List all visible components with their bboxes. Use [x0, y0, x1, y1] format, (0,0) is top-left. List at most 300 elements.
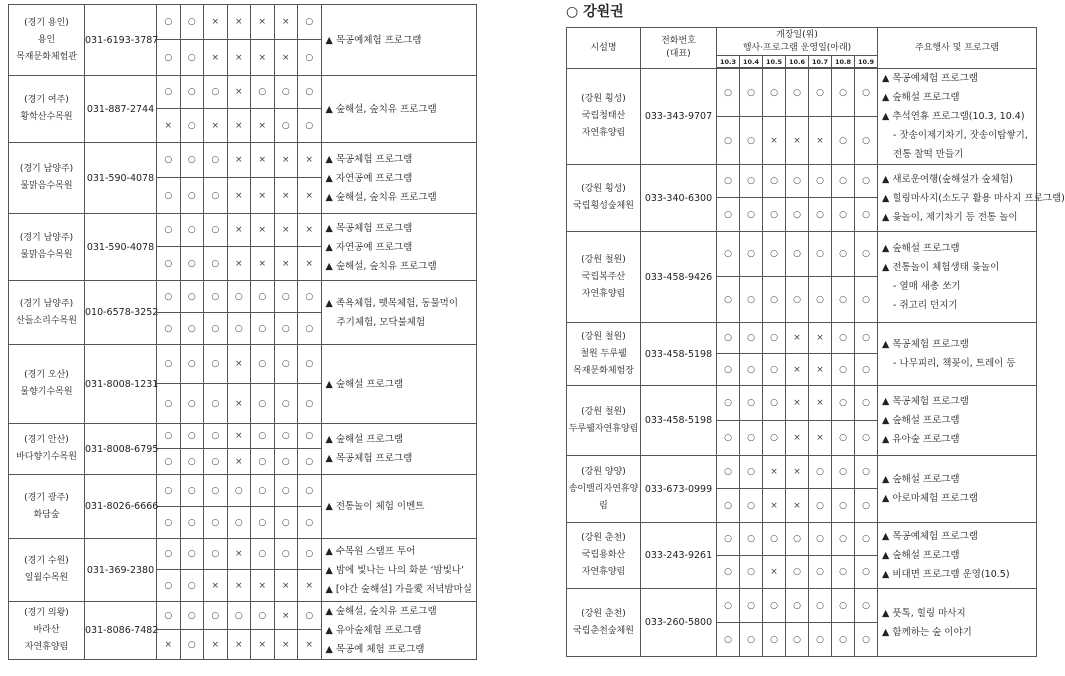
program-item: ▲ 목공체험 프로그램	[325, 222, 413, 234]
table-row	[567, 589, 1037, 623]
left-facility-table	[8, 4, 477, 660]
right-facility-table	[566, 27, 1065, 657]
facility-name-line: (강원 철원)	[581, 406, 626, 417]
program-list	[321, 602, 477, 660]
program-item: ▲ 숲해설, 숲치유 프로그램	[325, 606, 437, 617]
facility-name-line: 산들소리수목원	[16, 315, 77, 326]
open-day-mark: ○	[298, 424, 322, 449]
phone-number: 031-8026-6666	[85, 475, 157, 539]
open-day-mark: ○	[157, 214, 181, 247]
program-day-mark: ○	[740, 117, 763, 165]
program-item: ▲ 목공체험 프로그램	[882, 339, 969, 350]
program-item: ▲ 목공예체험 프로그램	[325, 34, 422, 46]
open-day-mark: ○	[786, 523, 809, 556]
program-item: ▲ 자연공예 프로그램	[325, 172, 413, 184]
program-day-mark: ×	[204, 109, 228, 143]
open-day-mark: ×	[227, 345, 251, 384]
program-day-mark: ○	[204, 247, 228, 281]
program-day-mark: ○	[157, 178, 181, 214]
facility-name-line: (경기 수원)	[24, 556, 69, 566]
program-day-mark: ×	[227, 109, 251, 143]
date-header: 10.6	[786, 56, 809, 68]
open-day-mark: ×	[809, 323, 832, 354]
program-day-mark: ○	[717, 354, 740, 386]
program-day-mark: ○	[855, 556, 878, 589]
open-day-mark: ○	[832, 323, 855, 354]
open-day-mark: ○	[298, 475, 322, 507]
open-day-mark: ○	[832, 69, 855, 117]
program-day-mark: ○	[274, 384, 298, 424]
open-day-mark: ○	[786, 589, 809, 623]
facility-name-line: (강원 횡성)	[581, 94, 626, 104]
phone-number: 033-340-6300	[641, 165, 717, 232]
facility-name-line: (경기 안산)	[24, 435, 69, 445]
open-day-mark: ○	[763, 523, 786, 556]
open-day-mark: ○	[740, 165, 763, 198]
open-day-mark: ○	[251, 76, 275, 109]
phone-number: 031-369-2380	[85, 539, 157, 602]
program-day-mark: ○	[204, 313, 228, 345]
facility-name-line: (경기 광주)	[24, 492, 69, 503]
program-day-mark: ○	[157, 449, 181, 475]
facility-name-line: 국립청태산	[581, 111, 626, 121]
open-day-mark: ○	[298, 602, 322, 630]
program-day-mark: ○	[157, 384, 181, 424]
program-day-mark: ×	[227, 178, 251, 214]
program-item: ▲ 아로마체험 프로그램	[882, 493, 978, 504]
table-row	[9, 424, 477, 449]
program-list	[321, 214, 477, 281]
program-item: ▲ 유아숲체험 프로그램	[325, 625, 422, 636]
phone-number: 033-260-5800	[641, 589, 717, 657]
facility-name-line: (강원 횡성)	[581, 184, 626, 194]
open-day-mark: ○	[809, 456, 832, 489]
program-day-mark: ○	[157, 247, 181, 281]
program-list	[321, 424, 477, 475]
open-day-mark: ×	[204, 5, 228, 40]
program-day-mark: ○	[740, 556, 763, 589]
program-day-mark: ○	[274, 507, 298, 539]
facility-name-line: 국립복주산	[581, 271, 626, 282]
program-item: ▲ 힐링마사지(소도구 활용 마사지 프로그램)	[882, 192, 1065, 204]
open-day-mark: ○	[204, 281, 228, 313]
table-row	[567, 232, 1037, 277]
program-day-mark: ○	[809, 556, 832, 589]
open-day-mark: ○	[763, 165, 786, 198]
program-day-mark: ×	[251, 178, 275, 214]
program-day-mark: ×	[274, 247, 298, 281]
program-day-mark: ○	[204, 384, 228, 424]
open-day-mark: ○	[204, 76, 228, 109]
open-day-mark: ×	[227, 214, 251, 247]
program-item: ▲ 숲해설 프로그램	[882, 550, 960, 561]
table-row	[9, 345, 477, 384]
facility-name-line: (강원 춘천)	[581, 533, 626, 543]
open-day-mark: ○	[157, 424, 181, 449]
program-item: ▲ [야간 숲해설] 가을愛 저녁밤마실	[325, 583, 472, 595]
open-day-mark: ○	[298, 281, 322, 313]
facility-name-line: 자연휴양림	[581, 128, 626, 138]
open-day-mark: ○	[157, 281, 181, 313]
program-day-mark: ○	[832, 198, 855, 232]
program-item: ▲ 목공예체험 프로그램	[882, 531, 978, 542]
program-day-mark: ○	[298, 40, 322, 76]
date-header: 10.5	[763, 56, 786, 68]
program-item: ▲ 숲해설 프로그램	[882, 92, 960, 103]
program-item: ▲ 밤에 빛나는 나의 화분 ‘밤빛나’	[325, 564, 465, 576]
open-day-mark: ×	[227, 76, 251, 109]
facility-name	[567, 323, 641, 386]
open-day-mark: ○	[855, 323, 878, 354]
phone-number: 031-8008-1231	[85, 345, 157, 424]
program-day-mark: ○	[251, 507, 275, 539]
open-day-mark: ○	[157, 602, 181, 630]
facility-name-line: 물맑음수목원	[20, 250, 73, 260]
program-day-mark: ○	[832, 354, 855, 386]
facility-name-line: 국립춘천숲체원	[573, 625, 634, 636]
program-day-mark: ○	[832, 623, 855, 657]
phone-number: 033-458-9426	[641, 232, 717, 323]
program-day-mark: ○	[763, 198, 786, 232]
facility-name	[9, 5, 85, 76]
program-day-mark: ×	[251, 630, 275, 660]
open-day-mark: ○	[763, 386, 786, 421]
program-day-mark: ○	[740, 198, 763, 232]
open-day-mark: ○	[180, 424, 204, 449]
facility-name-line: (경기 남양주)	[19, 298, 74, 309]
open-day-mark: ○	[157, 5, 181, 40]
open-day-mark: ○	[717, 232, 740, 277]
open-day-mark: ○	[786, 165, 809, 198]
program-item: ▲ 숲해설, 숲치유 프로그램	[325, 103, 437, 115]
header-facility: 시설명	[567, 28, 641, 69]
table-row	[567, 165, 1037, 198]
open-day-mark: ○	[157, 475, 181, 507]
program-list	[878, 589, 1037, 657]
open-day-mark: ○	[274, 475, 298, 507]
program-day-mark: ○	[740, 421, 763, 456]
program-day-mark: ○	[298, 109, 322, 143]
program-day-mark: ×	[251, 40, 275, 76]
open-day-mark: ○	[298, 76, 322, 109]
facility-name	[9, 345, 85, 424]
program-day-mark: ○	[274, 109, 298, 143]
program-day-mark: ×	[298, 630, 322, 660]
open-day-mark: ○	[204, 475, 228, 507]
program-item: ▲ 목공예 체험 프로그램	[325, 644, 425, 655]
date-header: 10.9	[855, 56, 878, 68]
open-day-mark: ○	[251, 424, 275, 449]
open-day-mark: ○	[763, 589, 786, 623]
open-day-mark: ×	[251, 143, 275, 178]
program-day-mark: ○	[740, 623, 763, 657]
program-day-mark: ○	[809, 198, 832, 232]
program-item: ▲ 숲해설, 숲치유 프로그램	[325, 191, 437, 203]
facility-name-line: 철원 두루웰	[580, 348, 627, 359]
header-schedule	[717, 28, 878, 56]
open-day-mark: ○	[227, 475, 251, 507]
open-day-mark: ○	[786, 232, 809, 277]
open-day-mark: ○	[763, 232, 786, 277]
open-day-mark: ○	[809, 589, 832, 623]
program-list	[321, 475, 477, 539]
open-day-mark: ○	[274, 345, 298, 384]
open-day-mark: ○	[180, 143, 204, 178]
program-day-mark: ○	[717, 623, 740, 657]
program-day-mark: ○	[855, 277, 878, 323]
facility-name-line: 국립횡성숲체원	[573, 201, 634, 211]
program-day-mark: ×	[251, 570, 275, 602]
open-day-mark: ○	[157, 143, 181, 178]
table-row	[567, 386, 1037, 421]
program-day-mark: ○	[180, 109, 204, 143]
header-phone-line2: (대표)	[666, 49, 691, 59]
program-day-mark: ○	[809, 489, 832, 523]
open-day-mark: ○	[786, 69, 809, 117]
table-row	[9, 281, 477, 313]
program-day-mark: ○	[157, 570, 181, 602]
program-list	[321, 345, 477, 424]
program-item: - 쥐고리 던지기	[893, 300, 958, 311]
program-list	[321, 143, 477, 214]
phone-number: 031-887-2744	[85, 76, 157, 143]
program-day-mark: ×	[227, 384, 251, 424]
table-row	[567, 323, 1037, 354]
program-day-mark: ×	[274, 570, 298, 602]
program-item: 전통 찰떡 만들기	[893, 149, 964, 160]
open-day-mark: ○	[832, 589, 855, 623]
program-day-mark: ○	[855, 623, 878, 657]
program-day-mark: ×	[157, 109, 181, 143]
open-day-mark: ○	[180, 76, 204, 109]
program-list	[321, 281, 477, 345]
program-list	[321, 539, 477, 602]
program-list	[878, 386, 1037, 456]
table-row	[567, 456, 1037, 489]
open-day-mark: ○	[763, 323, 786, 354]
program-item: ▲ 함께하는 숲 이야기	[882, 626, 972, 638]
program-day-mark: ○	[786, 198, 809, 232]
open-day-mark: ○	[274, 76, 298, 109]
program-day-mark: ○	[204, 178, 228, 214]
program-item: ▲ 전통놀이 체험 이벤트	[325, 501, 425, 512]
table-row	[9, 5, 477, 40]
open-day-mark: ○	[717, 323, 740, 354]
program-item: ▲ 목공체험 프로그램	[325, 453, 413, 464]
program-day-mark: ×	[809, 354, 832, 386]
program-item: ▲ 전통놀이 체험생태 윷놀이	[882, 262, 1000, 273]
date-header: 10.7	[809, 56, 832, 68]
program-day-mark: ○	[274, 449, 298, 475]
program-item: ▲ 족욕체험, 뗏목체험, 동물먹이	[325, 297, 459, 309]
open-day-mark: ○	[157, 345, 181, 384]
open-day-mark: ○	[832, 523, 855, 556]
facility-name	[567, 232, 641, 323]
program-day-mark: ○	[717, 277, 740, 323]
program-item: ▲ 숲해설, 숲치유 프로그램	[325, 260, 437, 272]
open-day-mark: ○	[298, 5, 322, 40]
program-item: ▲ 풋톡, 힐링 마사지	[882, 607, 966, 619]
table-row	[567, 69, 1037, 117]
program-day-mark: ○	[251, 384, 275, 424]
table-row	[567, 523, 1037, 556]
open-day-mark: ○	[717, 165, 740, 198]
program-item: ▲ 비대면 프로그램 운영(10.5)	[882, 569, 1010, 580]
open-day-mark: ○	[717, 523, 740, 556]
open-day-mark: ×	[227, 143, 251, 178]
facility-name	[567, 589, 641, 657]
facility-name-line: 자연휴양림	[24, 642, 69, 652]
program-day-mark: ○	[204, 449, 228, 475]
facility-name-line: 목재문화체험장	[573, 365, 634, 376]
program-day-mark: ×	[786, 421, 809, 456]
program-day-mark: ×	[204, 630, 228, 660]
open-day-mark: ○	[855, 589, 878, 623]
facility-name-line: 물향기수목원	[20, 387, 73, 397]
open-day-mark: ○	[180, 214, 204, 247]
program-day-mark: ○	[204, 507, 228, 539]
facility-name-line: 황학산수목원	[20, 112, 73, 122]
facility-name-line: (강원 양양)	[581, 466, 626, 477]
open-day-mark: ○	[855, 386, 878, 421]
facility-name	[567, 523, 641, 589]
program-item: ▲ 목공예체험 프로그램	[882, 73, 978, 84]
open-day-mark: ○	[809, 165, 832, 198]
open-day-mark: ○	[763, 69, 786, 117]
program-day-mark: ×	[227, 40, 251, 76]
program-item: - 나무피리, 책꽂이, 트레이 등	[893, 358, 1016, 369]
program-day-mark: ○	[717, 198, 740, 232]
program-item: ▲ 숲해설 프로그램	[882, 243, 960, 254]
phone-number: 033-343-9707	[641, 69, 717, 165]
table-row	[9, 539, 477, 570]
header-schedule-line2: 행사·프로그램 운영일(아래)	[742, 42, 852, 53]
open-day-mark: ○	[180, 281, 204, 313]
facility-name-line: 자연휴양림	[581, 288, 626, 299]
open-day-mark: ×	[227, 5, 251, 40]
program-item: ▲ 목공체험 프로그램	[325, 153, 413, 165]
open-day-mark: ○	[740, 386, 763, 421]
program-day-mark: ×	[298, 178, 322, 214]
facility-name-line: 화담숲	[33, 509, 60, 520]
open-day-mark: ○	[298, 345, 322, 384]
program-day-mark: ○	[786, 277, 809, 323]
program-day-mark: ×	[786, 354, 809, 386]
program-day-mark: ○	[717, 489, 740, 523]
open-day-mark: ×	[251, 5, 275, 40]
facility-name-line: 바다향기수목원	[16, 452, 77, 462]
facility-name-line: (강원 철원)	[581, 331, 626, 342]
open-day-mark: ○	[251, 281, 275, 313]
program-day-mark: ○	[157, 313, 181, 345]
open-day-mark: ○	[204, 214, 228, 247]
program-day-mark: ○	[786, 556, 809, 589]
open-day-mark: ×	[298, 143, 322, 178]
open-day-mark: ○	[717, 386, 740, 421]
program-day-mark: ○	[298, 313, 322, 345]
program-day-mark: ○	[251, 449, 275, 475]
phone-number: 033-243-9261	[641, 523, 717, 589]
facility-name-line: (강원 춘천)	[581, 608, 626, 619]
program-day-mark: ○	[763, 277, 786, 323]
open-day-mark: ×	[274, 5, 298, 40]
program-day-mark: ×	[809, 117, 832, 165]
program-day-mark: ○	[180, 178, 204, 214]
open-day-mark: ○	[809, 69, 832, 117]
phone-number: 031-8086-7482	[85, 602, 157, 660]
program-day-mark: ×	[786, 489, 809, 523]
facility-name-line: (경기 용인)	[24, 17, 69, 28]
program-day-mark: ○	[832, 117, 855, 165]
program-day-mark: ○	[786, 623, 809, 657]
program-day-mark: ○	[298, 449, 322, 475]
facility-name-line: 바라산	[33, 625, 60, 635]
program-day-mark: ○	[763, 354, 786, 386]
program-item: ▲ 유아숲 프로그램	[882, 434, 960, 445]
facility-name-line: (경기 오산)	[24, 370, 69, 380]
right-table-header	[567, 28, 1037, 69]
facility-name	[9, 214, 85, 281]
facility-name-line: (강원 철원)	[581, 254, 626, 265]
program-item: ▲ 수목원 스탬프 투어	[325, 545, 416, 557]
open-day-mark: ○	[832, 232, 855, 277]
open-day-mark: ○	[251, 345, 275, 384]
program-day-mark: ○	[180, 507, 204, 539]
open-day-mark: ○	[227, 602, 251, 630]
open-day-mark: ○	[740, 523, 763, 556]
program-day-mark: ×	[227, 449, 251, 475]
program-day-mark: ×	[274, 178, 298, 214]
program-day-mark: ○	[717, 421, 740, 456]
header-schedule-line1: 개장일(위)	[776, 29, 818, 40]
open-day-mark: ×	[786, 386, 809, 421]
program-day-mark: ○	[740, 277, 763, 323]
facility-name-line: (경기 여주)	[24, 95, 69, 105]
open-day-mark: ○	[180, 539, 204, 570]
open-day-mark: ○	[204, 143, 228, 178]
program-day-mark: ○	[298, 507, 322, 539]
program-day-mark: ×	[227, 247, 251, 281]
program-day-mark: ○	[180, 40, 204, 76]
open-day-mark: ×	[227, 539, 251, 570]
program-day-mark: ×	[251, 247, 275, 281]
program-day-mark: ○	[227, 313, 251, 345]
open-day-mark: ○	[274, 281, 298, 313]
program-day-mark: ○	[809, 623, 832, 657]
facility-name	[9, 475, 85, 539]
program-day-mark: ○	[855, 117, 878, 165]
program-list	[321, 76, 477, 143]
program-item: - 열매 새총 쏘기	[893, 281, 961, 292]
program-list	[878, 165, 1065, 232]
program-list	[878, 69, 1037, 165]
program-day-mark: ○	[832, 489, 855, 523]
phone-number: 033-458-5198	[641, 323, 717, 386]
open-day-mark: ×	[274, 602, 298, 630]
program-item: ▲ 숲해설 프로그램	[882, 415, 960, 426]
open-day-mark: ○	[809, 523, 832, 556]
program-day-mark: ×	[298, 247, 322, 281]
program-item: ▲ 숲해설 프로그램	[882, 474, 960, 485]
program-day-mark: ○	[855, 354, 878, 386]
facility-name	[9, 76, 85, 143]
date-header: 10.3	[717, 56, 740, 68]
open-day-mark: ○	[832, 456, 855, 489]
program-list	[878, 456, 1037, 523]
table-row	[9, 475, 477, 507]
facility-name-line: 목재문화체험관	[16, 51, 77, 62]
program-day-mark: ○	[855, 421, 878, 456]
